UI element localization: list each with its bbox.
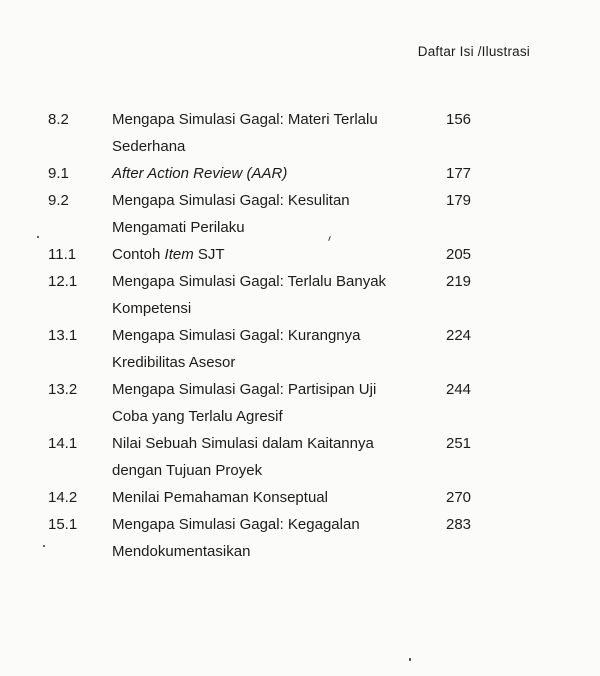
toc-entry xyxy=(0,322,600,376)
entry-title: Mengapa Simulasi Gagal: Kurangnya Kredibilitas Asesor xyxy=(112,327,361,371)
entry-number: 13.1 xyxy=(48,327,78,344)
toc-entry xyxy=(0,484,600,511)
entry-number: 14.2 xyxy=(48,489,78,506)
entry-number: 9.1 xyxy=(48,165,69,182)
entry-title: Menilai Pemahaman Konseptual xyxy=(112,489,328,506)
toc-entry xyxy=(0,376,600,430)
toc-entry xyxy=(0,187,600,241)
entry-title: Nilai Sebuah Simulasi dalam Kaitannya dengan Tujuan Proyek xyxy=(112,435,374,479)
entry-page: 224 xyxy=(446,327,472,344)
entry-number: 11.1 xyxy=(48,246,77,263)
toc-entry xyxy=(0,241,600,268)
entry-number: 9.2 xyxy=(48,192,69,209)
entry-page: 156 xyxy=(446,111,472,128)
entry-title: Mengapa Simulasi Gagal: Materi Terlalu Sederhana xyxy=(112,111,378,155)
entry-title: After Action Review (AAR) xyxy=(112,165,288,182)
toc-entry xyxy=(0,160,600,187)
entry-page: 244 xyxy=(446,381,472,398)
entry-number: 15.1 xyxy=(48,516,78,533)
illustration-list xyxy=(0,106,600,565)
entry-page: 283 xyxy=(446,516,472,533)
entry-number: 8.2 xyxy=(48,111,69,128)
entry-title: Mengapa Simulasi Gagal: Partisipan Uji Coba yang Terlalu Agresif xyxy=(112,381,377,425)
entry-title-part: SJT xyxy=(193,246,225,263)
entry-number: 12.1 xyxy=(48,273,78,290)
toc-entry xyxy=(0,268,600,322)
entry-title-italic: Item xyxy=(164,246,194,263)
entry-page: 179 xyxy=(446,192,472,209)
entry-title: Mengapa Simulasi Gagal: Kegagalan Mendokumentasikan xyxy=(112,516,360,560)
entry-page: 251 xyxy=(446,435,472,452)
entry-page: 270 xyxy=(446,489,472,506)
entry-page: 219 xyxy=(446,273,472,290)
toc-entry xyxy=(0,430,600,484)
entry-title xyxy=(112,241,412,268)
entry-number: 13.2 xyxy=(48,381,78,398)
toc-entry xyxy=(0,106,600,160)
entry-page: 205 xyxy=(446,246,472,263)
toc-entry xyxy=(0,511,600,565)
entry-number: 14.1 xyxy=(48,435,78,452)
scan-speck xyxy=(43,545,45,547)
entry-title: Mengapa Simulasi Gagal: Terlalu Banyak Kompetensi xyxy=(112,273,387,317)
scan-speck xyxy=(409,658,411,661)
scan-speck xyxy=(37,236,39,238)
running-header: Daftar Isi /Ilustrasi xyxy=(417,44,530,59)
entry-title: Mengapa Simulasi Gagal: Kesulitan Mengamati Perilaku xyxy=(112,192,350,236)
entry-page: 177 xyxy=(446,165,472,182)
entry-title-part: Contoh xyxy=(112,246,165,263)
